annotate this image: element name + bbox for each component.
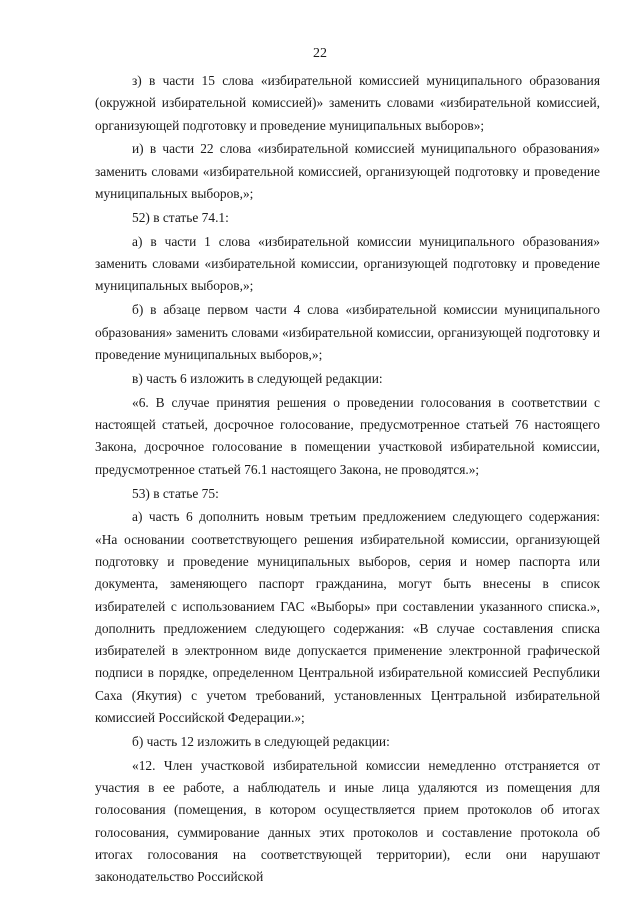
paragraph-b-part-12: б) часть 12 изложить в следующей редакции:: [132, 733, 390, 749]
document-body: [95, 70, 600, 890]
paragraph-part-6-text: «6. В случае принятия решения о проведении голосования в соответствии с настоящей статьей, досрочное голосование, предусмотренное статьей 76 настоящего Закона, досрочное голосование в помещении участковой избирательной комиссии, предусмотренное статьей 76.1 настоящего Закона, не проводятся.»;: [95, 394, 600, 477]
paragraph-part-12-text: «12. Член участковой избирательной комиссии немедленно отстраняется от участия в ее работе, а наблюдатель и иные лица удаляются из помещения для голосования (помещения, в котором осуществляется прием протоколов об итогах голосования, суммирование данных этих протоколов и составление протокола об итогах голосования на соответствующей территории), если они нарушают законодательство Российской: [95, 757, 600, 885]
paragraph-a-part-1: а) в части 1 слова «избирательной комиссии муниципального образования» заменить словами «избирательной комиссии, организующей подготовку и проведение муниципальных выборов,»;: [95, 233, 600, 294]
paragraph-i-part-22: и) в части 22 слова «избирательной комиссией муниципального образования» заменить словами «избирательной комиссией, организующей подготовку и проведение муниципальных выборов,»;: [95, 141, 600, 202]
paragraph-item-53: 53) в статье 75:: [132, 485, 219, 501]
paragraph-z-part-15: з) в части 15 слова «избирательной комиссией муниципального образования (окружной избирательной комиссией)» заменить словами «избирательной комиссией, организующей подготовку и проведение муниципальных выборов»;: [95, 73, 600, 133]
paragraph-v-part-6: в) часть 6 изложить в следующей редакции:: [132, 370, 383, 386]
paragraph-item-52: 52) в статье 74.1:: [132, 209, 229, 225]
paragraph-b-part-4: б) в абзаце первом части 4 слова «избирательной комиссии муниципального образования» заменить словами «избирательной комиссии, организующей подготовку и проведение муниципальных выборов,»;: [95, 302, 600, 362]
paragraph-a-part-6-addition: а) часть 6 дополнить новым третьим предложением следующего содержания: «На основании соответствующего решения избирательной комиссии, организующей подготовку и проведение муниципальных выборов, серия и номер паспорта или документа, заменяющего паспорт гражданина, могут быть внесены в список избирателей с использованием ГАС «Выборы» при составлении указанного списка.», дополнить предложением следующего содержания: «В случае составления списка избирателей в электронном виде допускается применение электронной графической подписи в порядке, определенном Центральной избирательной комиссией Республики Саха (Якутия) с учетом требований, установленных Центральной избирательной комиссией Российской Федерации.»;: [95, 509, 600, 726]
page-number: 22: [313, 46, 327, 61]
